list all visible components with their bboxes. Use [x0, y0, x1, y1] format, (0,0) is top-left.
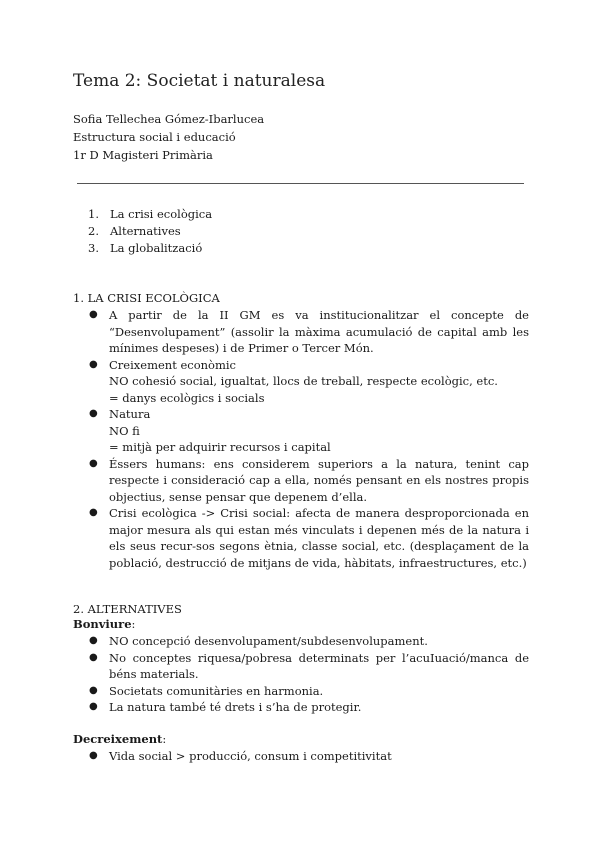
list-item: ● Éssers humans: ens considerem superiors a la natura, tenint cap respecte i consideració cap a ella, només pensant en els nostres propis objectius, sense pensar que depenem d’ella. — [89, 456, 529, 504]
decreixement-list — [73, 748, 529, 765]
group-name: 1r D Magisteri Primària — [73, 148, 213, 162]
list-item: ● La natura també té drets i s’ha de protegir. — [89, 700, 362, 714]
section-2-title: 2. ALTERNATIVES — [73, 602, 182, 616]
list-item: ● A partir de la II GM es va institucionalitzar el concepte de “Desenvolupament” (assolir la màxima acumulació de capital amb les mínimes despeses) i de Primer o Tercer Món. — [89, 308, 529, 355]
bonviure-heading: Bonviure: — [73, 617, 136, 631]
bonviure-list — [73, 633, 529, 716]
list-item: ● Natura NO fi = mitjà per adquirir recursos i capital — [89, 407, 331, 454]
author-name: Sofia Tellechea Gómez-Ibarlucea — [73, 112, 265, 126]
list-item: ● Creixement econòmic NO cohesió social, igualtat, llocs de treball, respecte ecològic, etc. = danys ecològics i socials — [89, 357, 498, 405]
list-item: ● Crisi ecològica -> Crisi social: afecta de manera desproporcionada en major mesura als qui estan més vinculats i depenen més de la natura i els seus recur-sos segons ètnia, classe social, etc. (desplaçament de la població, destrucció de mitjans de vida, hàbitats, infraestructures, etc.) — [89, 506, 529, 570]
section-1-title: 1. LA CRISI ECOLÒGICA — [73, 291, 220, 305]
decreixement-heading: Decreixement: — [73, 732, 167, 746]
toc-item: 2. Alternatives — [88, 224, 181, 238]
list-item: ● No conceptes riquesa/pobresa determinats per l’acuIuació/manca de béns materials. — [89, 650, 529, 681]
table-of-contents — [88, 206, 212, 257]
list-item: ● Societats comunitàries en harmonia. — [89, 683, 324, 698]
horizontal-divider — [77, 183, 524, 184]
list-item: ● Vida social > producció, consum i competitivitat — [89, 749, 392, 763]
document-title: Tema 2: Societat i naturalesa — [73, 71, 326, 91]
course-name: Estructura social i educació — [73, 130, 236, 144]
document-meta — [73, 110, 264, 164]
toc-item: 1. La crisi ecològica — [88, 207, 213, 221]
section-1-list — [73, 307, 529, 571]
list-item: ● NO concepció desenvolupament/subdesenvolupament. — [89, 634, 428, 648]
toc-item: 3. La globalització — [88, 241, 203, 255]
